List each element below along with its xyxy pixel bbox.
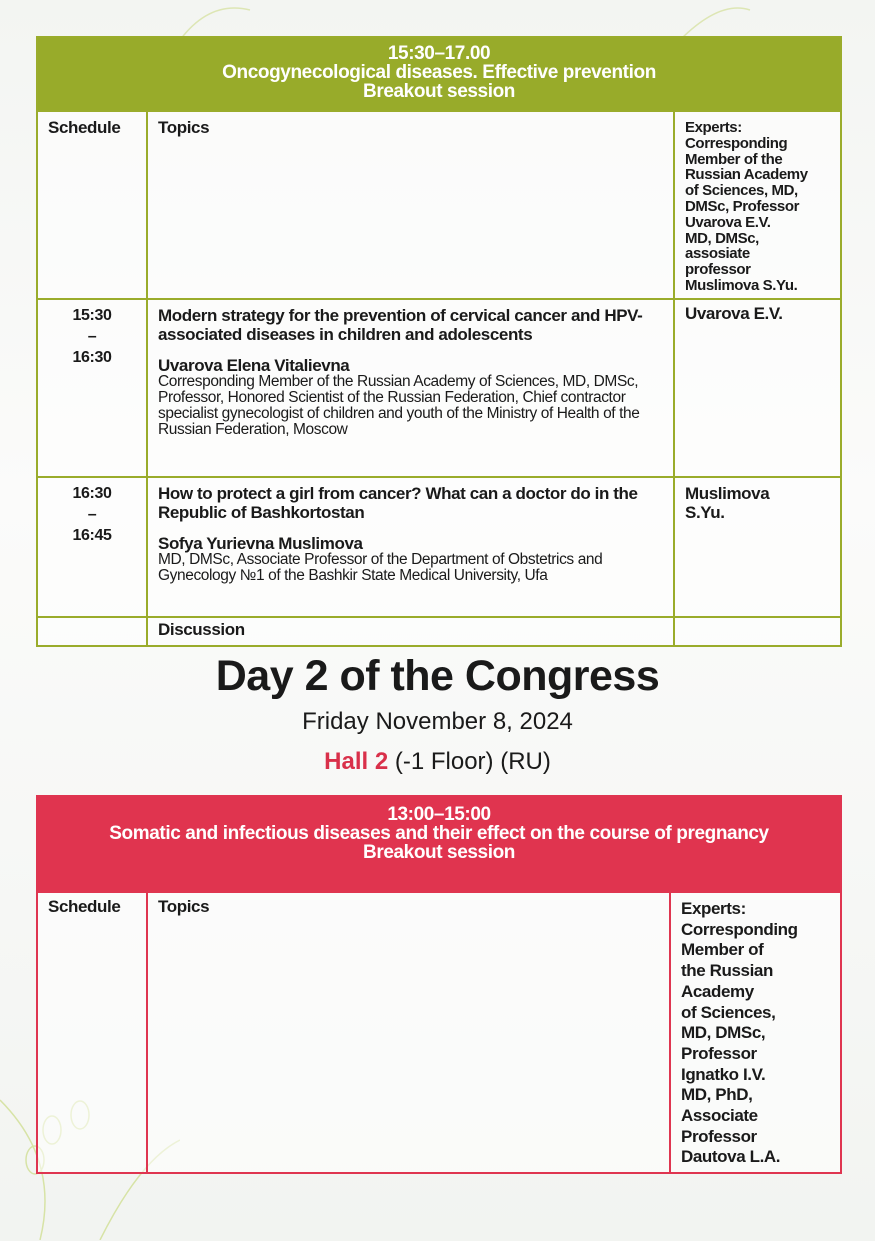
table-row <box>37 477 841 617</box>
hall-name: Hall 2 <box>324 748 389 775</box>
topic-cell <box>147 299 674 477</box>
time-end: 16:30 <box>72 348 112 366</box>
day-title: Day 2 of the Congress <box>215 652 660 700</box>
session-time: 15:30–17.00 <box>387 43 491 64</box>
time-start: 15:30 <box>72 306 112 324</box>
speaker-name: Uvarova Elena Vitalievna <box>158 355 350 375</box>
column-header-experts: Experts: Corresponding Member of the Russian Academy of Sciences, MD, DMSc, Professor Uvarova E.V. MD, DMSc, assosiate professor Muslimova S.Yu. <box>674 111 841 299</box>
time-slot <box>37 477 147 617</box>
column-header-schedule: Schedule <box>37 892 147 1173</box>
time-start: 16:30 <box>72 484 112 502</box>
time-dash: – <box>87 505 97 523</box>
column-header-experts: Experts: Corresponding Member of the Russian Academy of Sciences, MD, DMSc, Professor Ignatko I.V. MD, PhD, Associate Professor Dautova L.A. <box>670 892 841 1173</box>
expert-cell: Uvarova E.V. <box>674 299 841 477</box>
speaker-name: Sofya Yurievna Muslimova <box>158 533 363 553</box>
topic-cell <box>147 477 674 617</box>
session-table-somatic-infectious <box>36 795 842 1174</box>
session-type: Breakout session <box>363 81 516 102</box>
time-slot <box>37 299 147 477</box>
empty-cell <box>37 617 147 646</box>
leaf-ornament <box>160 0 760 40</box>
speaker-affiliation: MD, DMSc, Associate Professor of the Department of Obstetrics and Gynecology №1 of the Bashkir State Medical University, Ufa <box>158 550 603 584</box>
table-row <box>37 617 841 646</box>
hall-detail: (-1 Floor) (RU) <box>388 748 551 775</box>
column-header-topics: Topics <box>147 892 670 1173</box>
hall-label <box>0 748 875 776</box>
session-time: 13:00–15:00 <box>387 804 491 825</box>
time-end: 16:45 <box>72 526 112 544</box>
topic-title: Modern strategy for the prevention of cervical cancer and HPV-associated diseases in children and adolescents <box>158 305 643 344</box>
speaker-affiliation: Corresponding Member of the Russian Academy of Sciences, MD, DMSc, Professor, Honored Scientist of the Russian Federation, Chief contractor specialist gynecologist of children and youth of the Ministry of Health of the Russian Federation, Moscow <box>158 372 640 438</box>
table-row <box>37 299 841 477</box>
empty-cell <box>674 617 841 646</box>
time-dash: – <box>87 327 97 345</box>
session-type: Breakout session <box>363 842 516 863</box>
column-header-topics: Topics <box>147 111 674 299</box>
discussion-label: Discussion <box>147 617 674 646</box>
session-header <box>37 796 841 892</box>
expert-cell: Muslimova S.Yu. <box>674 477 841 617</box>
day-date: Friday November 8, 2024 <box>302 708 573 735</box>
session-title: Somatic and infectious diseases and their effect on the course of pregnancy <box>109 823 769 844</box>
column-header-schedule: Schedule <box>37 111 147 299</box>
session-title: Oncogynecological diseases. Effective prevention <box>222 62 656 83</box>
session-header <box>37 37 841 111</box>
session-table-oncogynecology <box>36 36 842 647</box>
topic-title: How to protect a girl from cancer? What can a doctor do in the Republic of Bashkortostan <box>158 483 638 522</box>
